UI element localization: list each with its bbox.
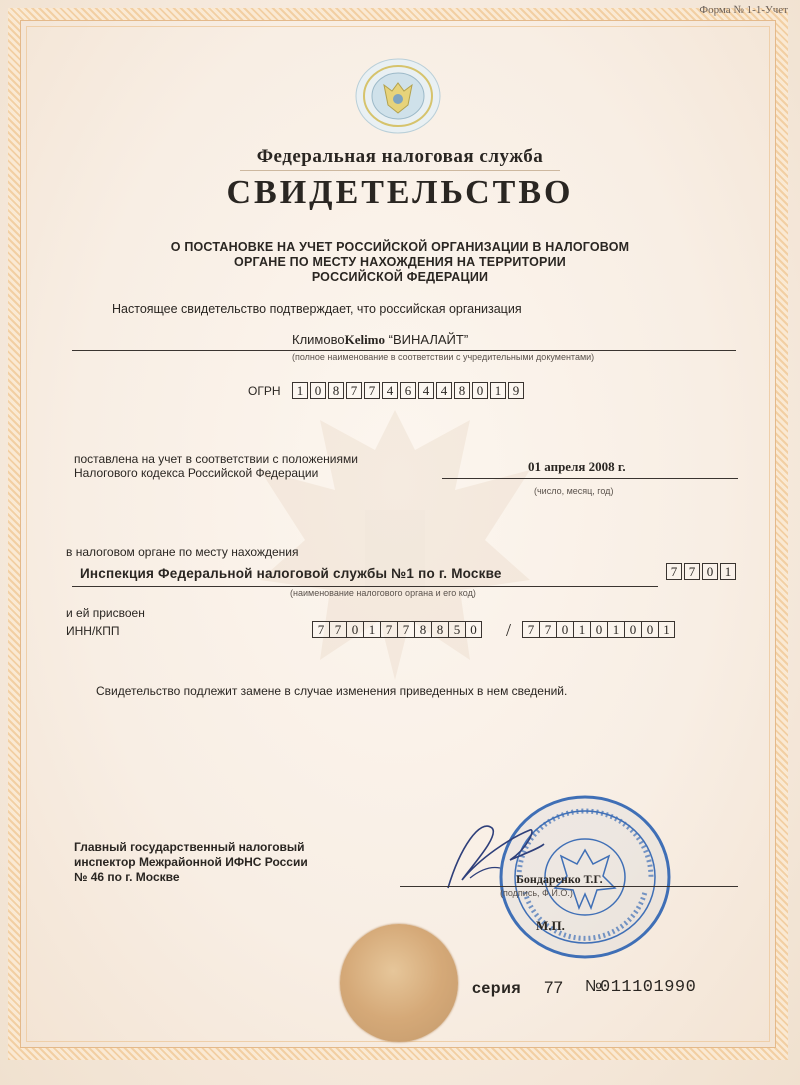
emblem-icon: [350, 55, 446, 137]
inn-kpp-label: ИНН/КПП: [66, 624, 120, 638]
organization-underline: [72, 350, 736, 351]
digit-cell: 1: [363, 621, 380, 638]
signer-position-line: инспектор Межрайонной ИФНС России: [74, 855, 308, 869]
digit-cell: 7: [364, 382, 380, 399]
digit-cell: 4: [382, 382, 398, 399]
tax-office-code-cells: [666, 563, 738, 580]
number-sign: №: [585, 978, 603, 995]
digit-cell: 8: [454, 382, 470, 399]
organization-prefix: Климово: [292, 332, 345, 347]
inn-cells: [312, 621, 482, 638]
registration-line: поставлена на учет в соответствии с положениями: [74, 452, 358, 466]
digit-cell: 1: [573, 621, 590, 638]
digit-cell: 7: [346, 382, 362, 399]
tax-office-name: Инспекция Федеральной налоговой службы №1 по г. Москве: [80, 566, 502, 581]
digit-cell: 7: [539, 621, 556, 638]
digit-cell: 0: [465, 621, 482, 638]
organization-caption: (полное наименование в соответствии с учредительными документами): [292, 352, 595, 362]
digit-cell: 5: [448, 621, 465, 638]
kpp-cells: [522, 621, 675, 638]
certificate-title: СВИДЕТЕЛЬСТВО: [226, 174, 574, 211]
digit-cell: 0: [702, 563, 718, 580]
digit-cell: 1: [490, 382, 506, 399]
digit-cell: 4: [436, 382, 452, 399]
tax-office-label: в налоговом органе по месту нахождения: [66, 545, 299, 559]
signer-name: Бондаренко Т.Г.: [516, 872, 603, 886]
digit-cell: 8: [431, 621, 448, 638]
subtitle-line: О ПОСТАНОВКЕ НА УЧЕТ РОССИЙСКОЙ ОРГАНИЗАЦИИ В НАЛОГОВОМ: [170, 240, 630, 254]
digit-cell: 4: [418, 382, 434, 399]
date-caption: (число, месяц, год): [534, 486, 614, 496]
digit-cell: 0: [472, 382, 488, 399]
digit-cell: 7: [329, 621, 346, 638]
digit-cell: 0: [590, 621, 607, 638]
signer-position: [74, 840, 308, 885]
registration-date: 01 апреля 2008 г.: [528, 459, 626, 474]
digit-cell: 0: [641, 621, 658, 638]
seal-place-label: М.П.: [536, 918, 565, 933]
ogrn-cells: [292, 382, 526, 399]
date-underline: [442, 478, 738, 479]
organization-name: [292, 332, 468, 348]
digit-cell: 7: [522, 621, 539, 638]
tax-office-underline: [72, 586, 658, 587]
hologram-sticker: [340, 924, 458, 1042]
digit-cell: 0: [624, 621, 641, 638]
series-label: серия: [472, 980, 522, 997]
digit-cell: 0: [310, 382, 326, 399]
ogrn-label: ОГРН: [248, 384, 281, 398]
digit-cell: 8: [414, 621, 431, 638]
digit-cell: 7: [666, 563, 682, 580]
registration-line: Налогового кодекса Российской Федерации: [74, 466, 319, 480]
digit-cell: 7: [684, 563, 700, 580]
digit-cell: 1: [658, 621, 675, 638]
form-number: Форма № 1-1-Учет: [699, 4, 788, 16]
signature-caption: (подпись, Ф.И.О.): [500, 888, 573, 898]
digit-cell: 9: [508, 382, 524, 399]
digit-cell: 7: [397, 621, 414, 638]
signer-position-line: Главный государственный налоговый: [74, 840, 305, 854]
confirm-text: Настоящее свидетельство подтверждает, что российская организация: [112, 302, 522, 316]
signer-position-line: № 46 по г. Москве: [74, 870, 180, 884]
tax-office-caption: (наименование налогового органа и его код): [290, 588, 476, 598]
digit-cell: 1: [720, 563, 736, 580]
certificate-subtitle: [100, 240, 700, 285]
digit-cell: 0: [556, 621, 573, 638]
digit-cell: 6: [400, 382, 416, 399]
organization-brand: Kelimo: [344, 332, 386, 347]
digit-cell: 1: [292, 382, 308, 399]
digit-cell: 7: [380, 621, 397, 638]
digit-cell: 1: [607, 621, 624, 638]
agency-underline: [240, 170, 560, 171]
subtitle-line: ОРГАНЕ ПО МЕСТУ НАХОЖДЕНИЯ НА ТЕРРИТОРИИ: [234, 255, 566, 269]
serial-number: 011101990: [600, 978, 697, 997]
registration-basis: [74, 452, 358, 480]
digit-cell: 0: [346, 621, 363, 638]
subtitle-line: РОССИЙСКОЙ ФЕДЕРАЦИИ: [311, 270, 489, 284]
digit-cell: 7: [312, 621, 329, 638]
agency-name: Федеральная налоговая служба: [256, 146, 544, 167]
inn-kpp-separator: /: [506, 620, 512, 640]
inn-assigned-label: и ей присвоен: [66, 606, 145, 620]
digit-cell: 8: [328, 382, 344, 399]
replacement-notice: Свидетельство подлежит замене в случае изменения приведенных в нем сведений.: [96, 684, 568, 698]
organization-quoted-name: “ВИНАЛАЙТ”: [388, 332, 469, 347]
series-code: 77: [544, 978, 563, 997]
